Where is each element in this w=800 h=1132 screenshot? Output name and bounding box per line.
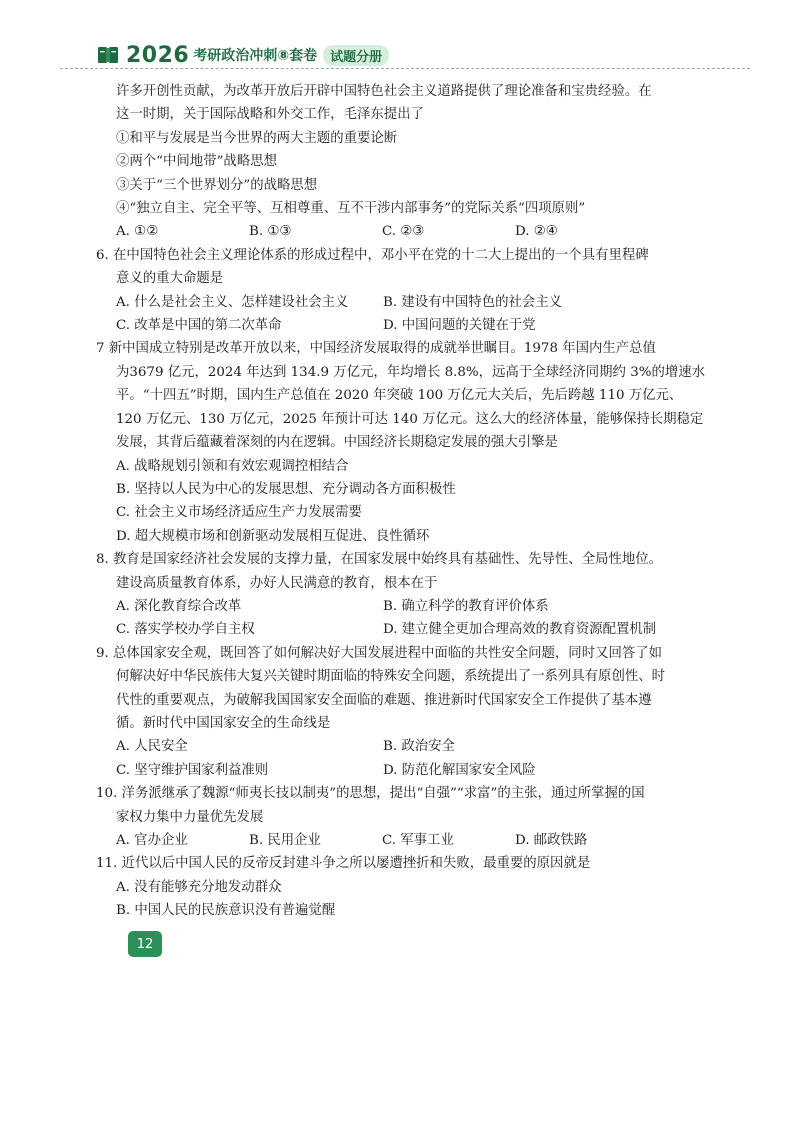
option-b: B. 确立科学的教育评价体系 <box>383 598 549 614</box>
option-row <box>116 314 686 337</box>
question-text-line: 发展，其背后蕴藏着深刻的内在逻辑。中国经济长期稳定发展的强大引擎是 <box>116 435 558 451</box>
header-title: 考研政治冲刺⑧套卷 <box>193 48 318 64</box>
header-badge: 试题分册 <box>323 45 389 66</box>
option-row <box>116 220 686 243</box>
option-row <box>116 618 686 641</box>
question-text-line: 120 万亿元、130 万亿元，2025 年预计可达 140 万亿元。这么大的经济体量，能够保持长期稳定 <box>116 411 704 427</box>
option-c: C. 军事工业 <box>382 833 454 848</box>
question-7-stem: 7 新中国成立特别是改革开放以来，中国经济发展取得的成就举世瞩目。1978 年国内生产总值 <box>96 341 656 357</box>
option-d: D. 防范化解国家安全风险 <box>383 762 536 778</box>
header-divider <box>60 68 750 69</box>
option-d: D. 超大规模市场和创新驱动发展相互促进、良性循环 <box>116 528 430 544</box>
question-text-line: 建设高质量教育体系，办好人民满意的教育，根本在于 <box>116 575 438 591</box>
option-d: D. ②④ <box>515 224 558 240</box>
option-a: A. 战略规划引领和有效宏观调控相结合 <box>116 458 349 474</box>
option-row <box>116 759 686 782</box>
option-a: A. 深化教育综合改革 <box>116 598 242 614</box>
option-a: A. 什么是社会主义、怎样建设社会主义 <box>116 294 349 310</box>
question-9-stem: 9. 总体国家安全观，既回答了如何解决好大国发展进程中面临的共性安全问题，同时又回答了如 <box>96 645 663 661</box>
book-icon <box>96 43 120 67</box>
option-b: B. 民用企业 <box>249 833 321 848</box>
page-header <box>96 40 716 70</box>
option-d: D. 中国问题的关键在于党 <box>383 318 536 334</box>
option-a: A. ①② <box>116 224 159 240</box>
statement-item: ①和平与发展是当今世界的两大主题的重要论断 <box>116 130 398 146</box>
statement-item: ③关于“三个世界划分”的战略思想 <box>116 177 318 193</box>
option-c: C. 社会主义市场经济适应生产力发展需要 <box>116 505 362 521</box>
question-text-line: 为3679 亿元，2024 年达到 134.9 万亿元，年均增长 8.8%，远高于全球经济同期约 3%的增速水 <box>116 364 706 380</box>
option-row <box>116 291 686 314</box>
header-year: 2026 <box>126 42 190 68</box>
question-text-line: 这一时期，关于国际战略和外交工作，毛泽东提出了 <box>116 107 424 123</box>
option-row <box>116 735 686 758</box>
question-6-stem: 6. 在中国特色社会主义理论体系的形成过程中，邓小平在党的十二大上提出的一个具有里程碑 <box>96 247 649 263</box>
option-b: B. 建设有中国特色的社会主义 <box>383 294 563 310</box>
option-a: A. 没有能够充分地发动群众 <box>116 879 282 895</box>
statement-item: ②两个“中间地带”战略思想 <box>116 154 277 170</box>
question-10-stem: 10. 洋务派继承了魏源“师夷长技以制夷”的思想，提出“自强”“求富”的主张，通过所掌握的国 <box>96 786 645 802</box>
option-row <box>116 829 686 852</box>
option-a: A. 人民安全 <box>116 739 188 755</box>
option-d: D. 建立健全更加合理高效的教育资源配置机制 <box>383 622 657 638</box>
question-text-line: 意义的重大命题是 <box>116 271 224 287</box>
question-text-line: 平。“十四五”时期，国内生产总值在 2020 年突破 100 万亿元大关后，先后跨越 110 万亿元、 <box>116 388 683 404</box>
question-content <box>96 80 706 923</box>
option-d: D. 邮政铁路 <box>515 833 588 848</box>
question-text-line: 家权力集中力量优先发展 <box>116 809 264 825</box>
option-c: C. 改革是中国的第二次革命 <box>116 318 282 334</box>
option-c: C. 坚守维护国家利益准则 <box>116 762 269 778</box>
page-number-badge: 12 <box>128 931 162 957</box>
option-b: B. ①③ <box>249 224 292 240</box>
question-11-stem: 11. 近代以后中国人民的反帝反封建斗争之所以屡遭挫折和失败，最重要的原因就是 <box>96 856 591 872</box>
option-c: C. 落实学校办学自主权 <box>116 622 255 638</box>
option-b: B. 坚持以人民为中心的发展思想、充分调动各方面积极性 <box>116 481 456 497</box>
question-text-line: 代性的重要观点，为破解我国国家安全面临的难题、推进新时代国家安全工作提供了基本遵 <box>116 692 652 708</box>
question-text-line: 何解决好中华民族伟大复兴关键时期面临的特殊安全问题，系统提出了一系列具有原创性、时 <box>116 669 666 685</box>
option-row <box>116 595 686 618</box>
statement-item: ④“独立自主、完全平等、互相尊重、互不干涉内部事务”的党际关系“四项原则” <box>116 201 586 217</box>
question-8-stem: 8. 教育是国家经济社会发展的支撑力量，在国家发展中始终具有基础性、先导性、全局性地位。 <box>96 552 663 568</box>
option-c: C. ②③ <box>382 224 425 240</box>
option-a: A. 官办企业 <box>116 833 188 848</box>
option-b: B. 政治安全 <box>383 739 455 755</box>
question-text-line: 循。新时代中国国家安全的生命线是 <box>116 715 331 731</box>
question-text-line: 许多开创性贡献，为改革开放后开辟中国特色社会主义道路提供了理论准备和宝贵经验。在 <box>116 84 652 99</box>
option-b: B. 中国人民的民族意识没有普遍觉醒 <box>116 903 336 919</box>
